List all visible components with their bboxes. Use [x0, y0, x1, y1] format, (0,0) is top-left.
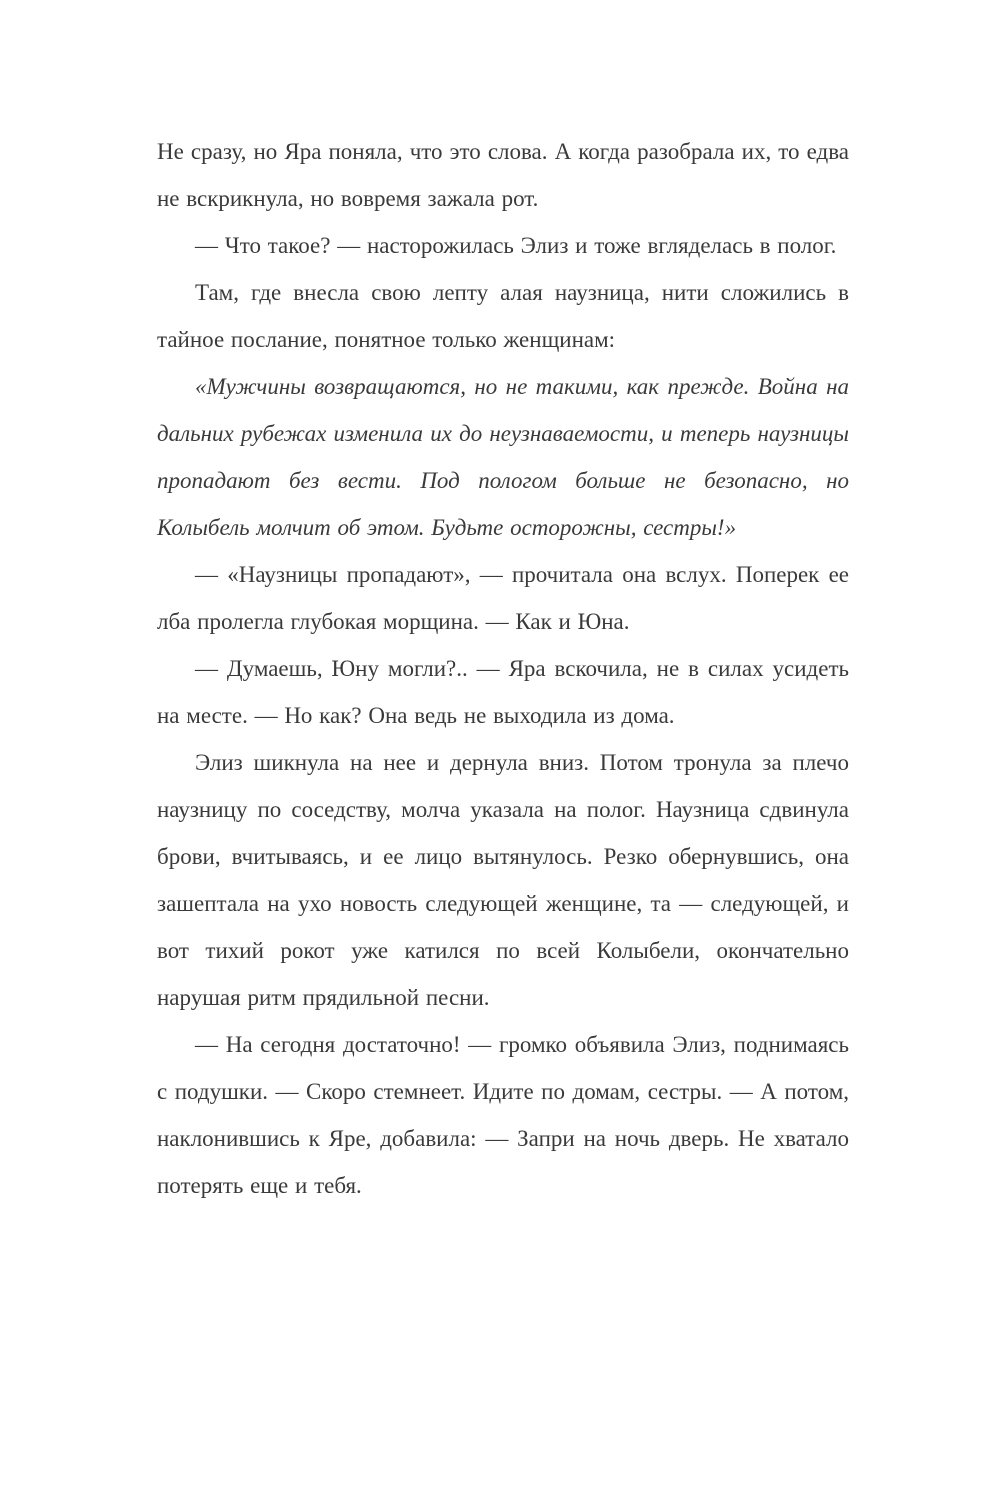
paragraph-dialogue-reading: — «Наузницы пропадают», — прочитала она вслух. Поперек ее лба пролегла глубокая морщина. — Как и Юна. — [157, 562, 849, 634]
embroidered-message-quote: «Мужчины возвращаются, но не такими, как прежде. Война на дальних рубежах изменила их до неузнаваемости, и теперь наузницы пропадают без вести. Под пологом больше не безопасно, но Колыбель молчит об этом. Будьте осторожны, сестры!» — [157, 374, 849, 540]
paragraph-dialogue-eliz-question: — Что такое? — насторожилась Элиз и тоже вгляделась в полог. — [195, 233, 837, 258]
paragraph-continuation: Не сразу, но Яра поняла, что это слова. А когда разобрала их, то едва не вскрикнула, но вовремя зажала рот. — [157, 139, 849, 211]
paragraph-narration-rumor: Элиз шикнула на нее и дернула вниз. Потом тронула за плечо наузницу по соседству, молча указала на полог. Наузница сдвинула брови, вчитываясь, и ее лицо вытянулось. Резко обернувшись, она зашептала на ухо новость следующей женщине, та — следующей, и вот тихий рокот уже катился по всей Колыбели, окончательно нарушая ритм прядильной песни. — [157, 750, 849, 1010]
book-page — [157, 128, 849, 1209]
paragraph-narration-canopy: Там, где внесла свою лепту алая наузница, нити сложились в тайное послание, понятное только женщинам: — [157, 280, 849, 352]
paragraph-dialogue-yara: — Думаешь, Юну могли?.. — Яра вскочила, не в силах усидеть на месте. — Но как? Она ведь не выходила из дома. — [157, 656, 849, 728]
paragraph-dialogue-eliz-closing: — На сегодня достаточно! — громко объявила Элиз, поднимаясь с подушки. — Скоро стемнеет. Идите по домам, сестры. — А потом, наклонившись к Яре, добавила: — Запри на ночь дверь. Не хватало потерять еще и тебя. — [157, 1032, 849, 1198]
